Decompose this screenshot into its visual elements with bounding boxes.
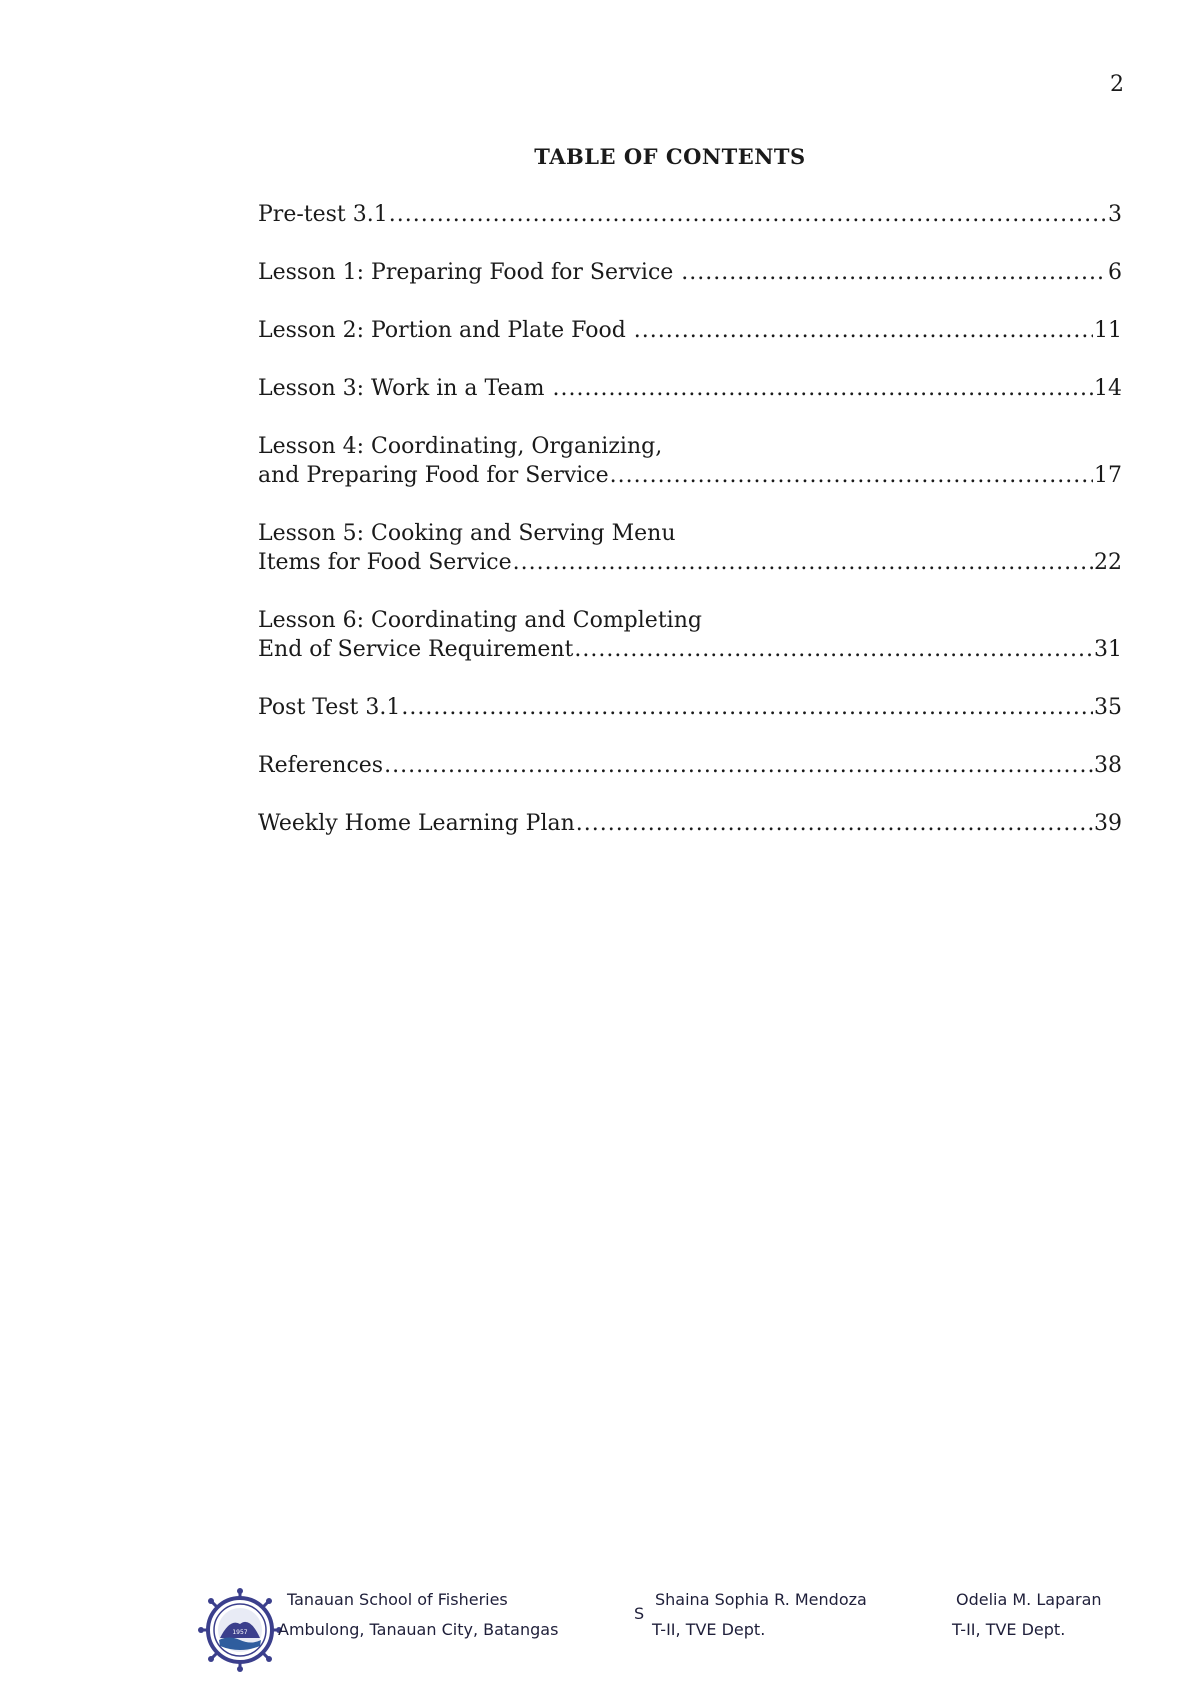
toc-dot-leader	[384, 751, 1093, 780]
toc-entry-title: Lesson 1: Preparing Food for Service	[258, 260, 681, 285]
toc-entry-title: Pre-test 3.1	[258, 202, 388, 227]
page-title: TABLE OF CONTENTS	[534, 144, 806, 169]
toc-entry	[258, 316, 1122, 345]
stray-letter: S	[634, 1604, 645, 1623]
toc-entry-line	[258, 635, 1122, 664]
author1-name: Shaina Sophia R. Mendoza	[655, 1590, 867, 1609]
toc-entry-title: Lesson 2: Portion and Plate Food	[258, 318, 633, 343]
toc-entry-line	[258, 200, 1122, 229]
toc-entry	[258, 374, 1122, 403]
school-address: Ambulong, Tanauan City, Batangas	[278, 1620, 559, 1639]
svg-text:1957: 1957	[232, 1629, 248, 1636]
toc-dot-leader	[634, 316, 1093, 345]
toc-entry-line	[258, 548, 1122, 577]
toc-entry	[258, 693, 1122, 722]
toc-page-number: 22	[1094, 550, 1122, 575]
toc-page-number: 35	[1094, 695, 1122, 720]
toc-entry-title: End of Service Requirement	[258, 637, 574, 662]
school-seal-icon	[198, 1588, 282, 1672]
toc-page-number: 14	[1094, 376, 1122, 401]
page-footer	[0, 1588, 1200, 1678]
toc-dot-leader	[576, 809, 1093, 838]
toc-dot-leader	[513, 548, 1093, 577]
toc-entry-title-line: Lesson 4: Coordinating, Organizing,	[258, 434, 663, 459]
toc-entry-line	[258, 693, 1122, 722]
toc-page-number: 39	[1094, 811, 1122, 836]
toc-page-number: 31	[1094, 637, 1122, 662]
toc-dot-leader	[610, 461, 1093, 490]
toc-entry-title: Items for Food Service	[258, 550, 512, 575]
toc-page-number: 11	[1094, 318, 1122, 343]
toc-entry-line	[258, 809, 1122, 838]
author2-dept: T-II, TVE Dept.	[952, 1620, 1066, 1639]
toc-entry	[258, 519, 1122, 577]
toc-page-number: 38	[1094, 753, 1122, 778]
toc-entry-title-line: Lesson 5: Cooking and Serving Menu	[258, 521, 676, 546]
toc-entry-title: References	[258, 753, 384, 778]
toc-page-number: 17	[1094, 463, 1122, 488]
toc-dot-leader	[574, 635, 1093, 664]
toc-entry-title: Post Test 3.1	[258, 695, 401, 720]
school-name: Tanauan School of Fisheries	[287, 1590, 508, 1609]
page-number: 2	[1110, 72, 1124, 97]
toc-entry	[258, 200, 1122, 229]
toc-entry-line	[258, 374, 1122, 403]
toc-entry	[258, 809, 1122, 838]
toc-entry	[258, 751, 1122, 780]
toc-entry-line	[258, 461, 1122, 490]
toc-entry-title: Lesson 3: Work in a Team	[258, 376, 552, 401]
toc-dot-leader	[553, 374, 1094, 403]
toc-entry	[258, 606, 1122, 664]
toc-dot-leader	[389, 200, 1107, 229]
toc-page-number: 6	[1108, 260, 1122, 285]
toc-page-number: 3	[1108, 202, 1122, 227]
toc-entry	[258, 432, 1122, 490]
toc-entry-title-line: Lesson 6: Coordinating and Completing	[258, 608, 702, 633]
table-of-contents	[258, 200, 1122, 867]
toc-dot-leader	[401, 693, 1093, 722]
author1-dept: T-II, TVE Dept.	[652, 1620, 766, 1639]
toc-dot-leader	[681, 258, 1107, 287]
toc-entry-line	[258, 751, 1122, 780]
toc-entry-line	[258, 258, 1122, 287]
toc-entry-title: and Preparing Food for Service	[258, 463, 609, 488]
author2-name: Odelia M. Laparan	[956, 1590, 1102, 1609]
toc-entry-line	[258, 316, 1122, 345]
toc-entry-title: Weekly Home Learning Plan	[258, 811, 575, 836]
toc-entry	[258, 258, 1122, 287]
